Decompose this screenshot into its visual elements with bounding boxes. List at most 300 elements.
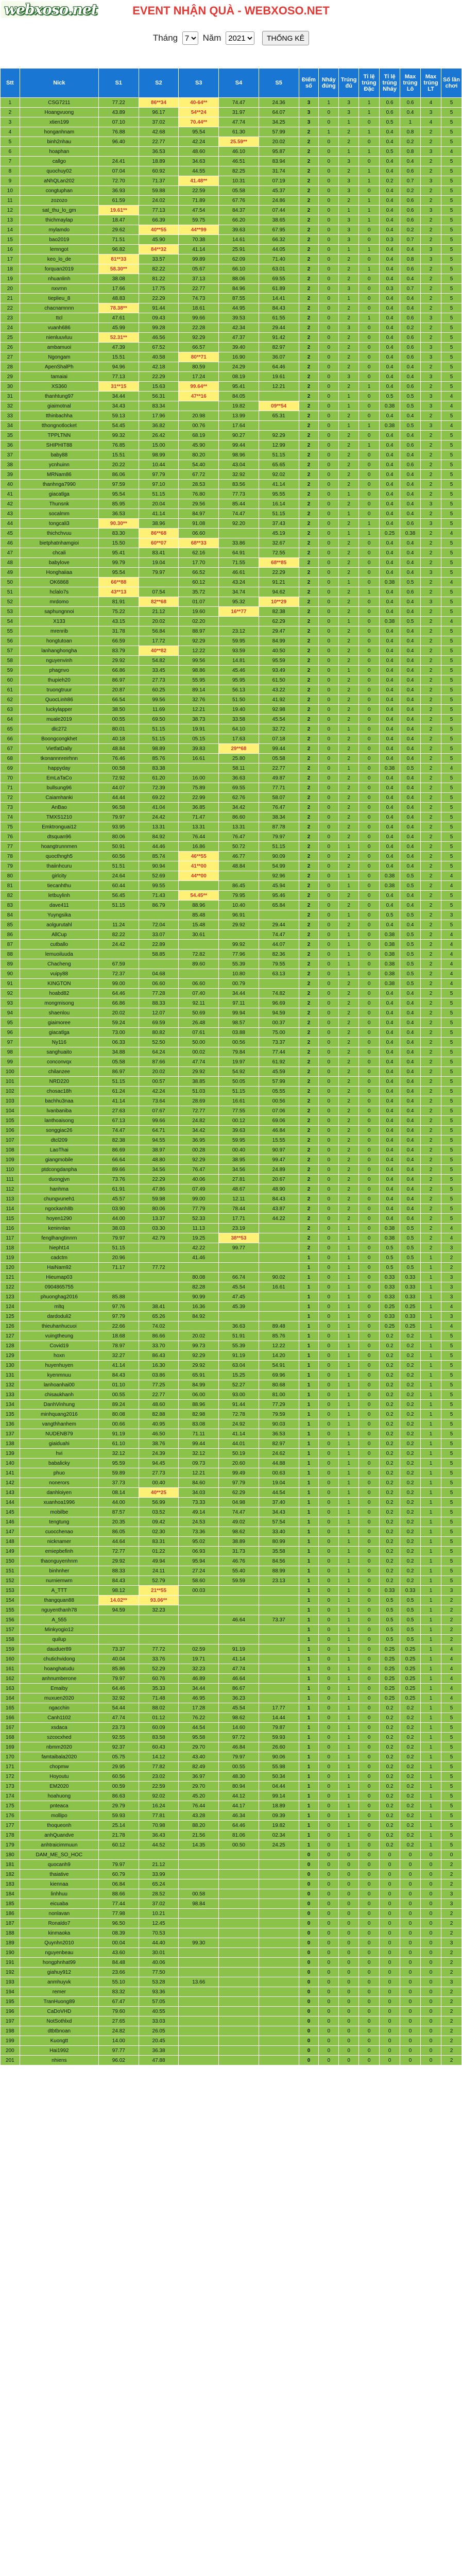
- player-nick[interactable]: baby88: [20, 450, 98, 460]
- player-nick[interactable]: chacnamnnn: [20, 303, 98, 313]
- score-cell: 2: [299, 881, 319, 891]
- guess-cell: 72.37: [98, 969, 139, 979]
- stat-cell: 0: [319, 411, 339, 421]
- player-nick[interactable]: danhloiyen: [20, 1488, 98, 1498]
- score-cell: 2: [299, 832, 319, 842]
- player-nick[interactable]: hvi: [20, 1449, 98, 1459]
- player-nick[interactable]: chisaukhanh: [20, 1390, 98, 1400]
- guess-cell: [259, 1586, 299, 1596]
- stat-cell: 0: [359, 1821, 380, 1831]
- guess-cell: 34.44: [219, 989, 259, 998]
- player-nick[interactable]: mrdomo: [20, 597, 98, 607]
- player-nick[interactable]: Quynhn2010: [20, 1938, 98, 1948]
- player-nick[interactable]: xuanhoa1996: [20, 1498, 98, 1507]
- player-nick[interactable]: zozozo: [20, 196, 98, 206]
- player-nick[interactable]: phagnvo: [20, 666, 98, 675]
- player-nick[interactable]: Hieumap03: [20, 1273, 98, 1282]
- player-nick[interactable]: vuipy88: [20, 969, 98, 979]
- player-nick[interactable]: thaonguyenhnm: [20, 1556, 98, 1566]
- player-nick[interactable]: mrenrib: [20, 626, 98, 636]
- guess-cell: 92.02: [139, 1791, 179, 1801]
- player-nick[interactable]: nonlavan: [20, 1909, 98, 1919]
- guess-cell: 50.91: [98, 842, 139, 852]
- stat-cell: 0: [359, 1194, 380, 1204]
- player-nick[interactable]: NRD220: [20, 1077, 98, 1087]
- player-nick[interactable]: dtsquan96: [20, 832, 98, 842]
- table-row: [1, 1801, 462, 1811]
- guess-cell: 00.56: [259, 1096, 299, 1106]
- column-header: S1: [98, 69, 139, 98]
- player-nick[interactable]: chcali: [20, 548, 98, 558]
- player-nick[interactable]: giaiduahi: [20, 1439, 98, 1449]
- player-nick[interactable]: dtbtbnoan: [20, 2026, 98, 2036]
- player-nick[interactable]: chutichvidong: [20, 1654, 98, 1664]
- stat-cell: 0: [319, 1762, 339, 1772]
- player-nick[interactable]: hoabd82: [20, 989, 98, 998]
- stat-cell: 0: [359, 2056, 380, 2065]
- player-nick[interactable]: 0904865755: [20, 1282, 98, 1292]
- stat-cell: 0: [400, 2036, 421, 2046]
- player-nick[interactable]: giaimoree: [20, 1018, 98, 1028]
- player-nick[interactable]: NotSothlxd: [20, 2016, 98, 2026]
- player-nick[interactable]: TMXS1210: [20, 812, 98, 822]
- player-nick[interactable]: hoahuong: [20, 1791, 98, 1801]
- player-nick[interactable]: kiennaa: [20, 1879, 98, 1889]
- stat-cell: 0: [380, 1938, 400, 1948]
- row-index: 79: [1, 861, 20, 871]
- player-nick[interactable]: tamaiai: [20, 372, 98, 382]
- stat-cell: 1: [339, 1459, 359, 1468]
- player-nick[interactable]: thichchvuu: [20, 529, 98, 538]
- guess-cell: 80.68: [259, 1380, 299, 1390]
- player-nick[interactable]: X133: [20, 617, 98, 626]
- row-index: 163: [1, 1684, 20, 1693]
- player-nick[interactable]: Hoyoutu: [20, 1772, 98, 1782]
- player-nick[interactable]: thieuhanhucuoi: [20, 1321, 98, 1331]
- player-nick[interactable]: Minkyogio12: [20, 1625, 98, 1635]
- player-nick[interactable]: famtaibala2020: [20, 1752, 98, 1762]
- guess-cell: 44.88: [259, 1459, 299, 1468]
- player-nick[interactable]: hanhma: [20, 1184, 98, 1194]
- player-nick[interactable]: fenglhangtinnrn: [20, 1233, 98, 1243]
- player-nick[interactable]: TranHuong89: [20, 1997, 98, 2007]
- player-nick[interactable]: Ronaldo7: [20, 1919, 98, 1928]
- player-nick[interactable]: OK6868: [20, 578, 98, 587]
- player-nick[interactable]: thoqueonh: [20, 1821, 98, 1831]
- stat-cell: 5: [441, 587, 462, 597]
- table-row: [1, 1449, 462, 1459]
- player-nick[interactable]: xtien199: [20, 117, 98, 127]
- player-nick[interactable]: thanhtung97: [20, 392, 98, 401]
- player-nick[interactable]: bao2019: [20, 235, 98, 245]
- player-nick[interactable]: ngacchin: [20, 1703, 98, 1713]
- player-nick[interactable]: lemngot: [20, 245, 98, 255]
- row-index: 9: [1, 176, 20, 186]
- player-nick[interactable]: babylove: [20, 558, 98, 568]
- guess-cell: 32.12: [98, 1449, 139, 1459]
- player-nick[interactable]: phuonghag2016: [20, 1292, 98, 1302]
- guess-cell: 75.00: [259, 1028, 299, 1038]
- guess-cell: 59.93: [98, 1811, 139, 1821]
- player-nick[interactable]: VietfatDally: [20, 744, 98, 754]
- score-cell: 2: [299, 1067, 319, 1077]
- player-nick[interactable]: thaiinhcuru: [20, 861, 98, 871]
- guess-cell: [219, 1909, 259, 1919]
- stat-cell: 0: [359, 1919, 380, 1928]
- player-nick[interactable]: aolgurutahl: [20, 920, 98, 930]
- player-nick[interactable]: tkonannnreirhnn: [20, 754, 98, 764]
- stat-cell: 0: [359, 1684, 380, 1693]
- player-nick[interactable]: Yuyngsika: [20, 910, 98, 920]
- player-nick[interactable]: hoangtrunnmen: [20, 842, 98, 852]
- stat-cell: 0: [319, 617, 339, 626]
- stat-cell: 0.4: [380, 558, 400, 568]
- guess-cell: 39.40: [219, 343, 259, 352]
- stat-cell: 5: [441, 1018, 462, 1028]
- player-nick[interactable]: hongtutoan: [20, 636, 98, 646]
- player-nick[interactable]: A_555: [20, 1615, 98, 1625]
- player-nick[interactable]: tieplieu_8: [20, 294, 98, 303]
- player-nick[interactable]: nguyenbeau: [20, 1948, 98, 1958]
- player-nick[interactable]: thaiative: [20, 1870, 98, 1879]
- stat-cell: 0.5: [400, 401, 421, 411]
- player-nick[interactable]: SHIPHIT88: [20, 440, 98, 450]
- player-nick[interactable]: DanhVinhung: [20, 1400, 98, 1410]
- player-nick[interactable]: pnteaca: [20, 1801, 98, 1811]
- row-index: 58: [1, 656, 20, 666]
- player-nick[interactable]: hclalo7s: [20, 587, 98, 597]
- player-nick[interactable]: conconvqx: [20, 1057, 98, 1067]
- guess-cell: [259, 1243, 299, 1253]
- player-nick[interactable]: dtcl209: [20, 1136, 98, 1145]
- player-nick[interactable]: EmLaTaCo: [20, 773, 98, 783]
- player-nick[interactable]: nonerors: [20, 1478, 98, 1488]
- player-nick[interactable]: lvanbaniba: [20, 1106, 98, 1116]
- player-nick[interactable]: vuanh686: [20, 323, 98, 333]
- player-nick[interactable]: KINGTON: [20, 979, 98, 989]
- player-nick[interactable]: HaiNam92: [20, 1263, 98, 1273]
- player-nick[interactable]: bachhu3naa: [20, 1096, 98, 1106]
- player-nick[interactable]: MRNam86: [20, 470, 98, 480]
- player-nick[interactable]: CaDoVHD: [20, 2007, 98, 2016]
- stat-cell: 0: [359, 1733, 380, 1742]
- guess-cell: 26.48: [179, 1018, 219, 1028]
- player-nick[interactable]: EM2020: [20, 1782, 98, 1791]
- player-nick[interactable]: bullsung96: [20, 783, 98, 793]
- score-cell: 1: [299, 1811, 319, 1821]
- player-nick[interactable]: nhiens: [20, 2056, 98, 2065]
- player-nick[interactable]: Caiamhanki: [20, 793, 98, 803]
- table-row: [1, 1204, 462, 1214]
- player-nick[interactable]: dardoduli2: [20, 1312, 98, 1321]
- player-nick[interactable]: binhnher: [20, 1566, 98, 1576]
- player-nick[interactable]: Chacheng: [20, 959, 98, 969]
- stat-cell: 2: [421, 578, 441, 587]
- column-header: Số lần chơi: [441, 69, 462, 98]
- player-nick[interactable]: Honghaiiaa: [20, 568, 98, 578]
- stat-cell: 2: [421, 1028, 441, 1038]
- guess-cell: 24.42: [98, 940, 139, 950]
- player-nick[interactable]: quocanh9: [20, 1860, 98, 1870]
- player-nick[interactable]: DAM_ME_SO_HOC: [20, 1850, 98, 1860]
- score-cell: 1: [299, 1791, 319, 1801]
- player-nick[interactable]: letbuylinh: [20, 891, 98, 901]
- stat-cell: 0: [359, 1870, 380, 1879]
- guess-cell: [259, 1987, 299, 1997]
- player-nick[interactable]: thupieh20: [20, 675, 98, 685]
- guess-cell: [219, 1263, 259, 1273]
- guess-cell: 53.28: [139, 1977, 179, 1987]
- player-nick[interactable]: anhnumberone: [20, 1674, 98, 1684]
- player-nick[interactable]: nhuanlinh: [20, 274, 98, 284]
- player-nick[interactable]: Boongcongkhet: [20, 734, 98, 744]
- player-nick[interactable]: giaimotnal: [20, 401, 98, 411]
- stat-cell: 0: [319, 1282, 339, 1292]
- row-index: 7: [1, 157, 20, 166]
- player-nick[interactable]: linhhuu: [20, 1889, 98, 1899]
- player-nick[interactable]: dauduer89: [20, 1645, 98, 1654]
- stat-cell: 0.2: [400, 1527, 421, 1537]
- guess-cell: 50.05: [219, 1077, 259, 1087]
- stat-cell: 0: [359, 1801, 380, 1811]
- guess-cell: 59.88: [139, 186, 179, 196]
- player-nick[interactable]: NUDENB79: [20, 1429, 98, 1439]
- player-nick[interactable]: LaoThai: [20, 1145, 98, 1155]
- player-nick[interactable]: remer: [20, 1987, 98, 1997]
- player-nick[interactable]: lanhoanhai00: [20, 1380, 98, 1390]
- player-nick[interactable]: forquan2019: [20, 264, 98, 274]
- player-nick[interactable]: lanthoaisong: [20, 1116, 98, 1126]
- player-nick[interactable]: muxuen2020: [20, 1693, 98, 1703]
- guess-cell: 38.03: [98, 1224, 139, 1233]
- player-nick[interactable]: tengtung: [20, 1517, 98, 1527]
- player-nick[interactable]: quocthngh5: [20, 852, 98, 861]
- player-nick[interactable]: nguyenvinh: [20, 656, 98, 666]
- player-nick[interactable]: tiecanhthu: [20, 881, 98, 891]
- player-nick[interactable]: quochuy02: [20, 166, 98, 176]
- guess-cell: 40.95: [139, 1419, 179, 1429]
- player-nick[interactable]: cadctm: [20, 1253, 98, 1263]
- score-cell: 1: [299, 1674, 319, 1684]
- player-nick[interactable]: hiepht14: [20, 1243, 98, 1253]
- guess-cell: 86.63: [98, 1791, 139, 1801]
- stat-cell: 1: [421, 1605, 441, 1615]
- player-nick[interactable]: chopmw: [20, 1762, 98, 1772]
- player-nick[interactable]: emiepbefinh: [20, 1547, 98, 1556]
- player-nick[interactable]: congtuphan: [20, 186, 98, 196]
- player-nick[interactable]: thanhnga7990: [20, 480, 98, 489]
- site-logo[interactable]: webxoso.net: [1, 1, 100, 18]
- stat-cell: 0: [319, 969, 339, 979]
- player-nick[interactable]: Emktronguai12: [20, 822, 98, 832]
- player-nick[interactable]: girlcity: [20, 871, 98, 881]
- player-nick[interactable]: mltq: [20, 1302, 98, 1312]
- player-nick[interactable]: Hoangvuong: [20, 108, 98, 117]
- guess-cell: 67.59: [98, 959, 139, 969]
- player-nick[interactable]: Ngongam: [20, 352, 98, 362]
- stat-cell: 0.4: [400, 411, 421, 421]
- player-nick[interactable]: thichmaylap: [20, 215, 98, 225]
- guess-cell: 48.84: [98, 744, 139, 754]
- player-nick[interactable]: A_TTT: [20, 1586, 98, 1596]
- stat-cell: 2: [421, 303, 441, 313]
- player-nick[interactable]: vangthhanhem: [20, 1419, 98, 1429]
- stat-cell: 5: [441, 372, 462, 382]
- stat-cell: 4: [441, 392, 462, 401]
- player-nick[interactable]: ttcl: [20, 313, 98, 323]
- player-nick[interactable]: Emaiby: [20, 1684, 98, 1693]
- stat-cell: 2: [441, 1253, 462, 1263]
- player-nick[interactable]: binh2nhau: [20, 137, 98, 147]
- player-nick[interactable]: lanhanghongha: [20, 646, 98, 656]
- player-nick[interactable]: kyenmnuu: [20, 1370, 98, 1380]
- player-nick[interactable]: anhQuandve: [20, 1831, 98, 1840]
- player-nick[interactable]: hoxn: [20, 1351, 98, 1361]
- player-nick[interactable]: keninnlan: [20, 1224, 98, 1233]
- stat-cell: 2: [421, 734, 441, 744]
- player-nick[interactable]: hoyen1290: [20, 1214, 98, 1224]
- player-nick[interactable]: szcocxhed: [20, 1733, 98, 1742]
- guess-cell: 22.77: [139, 137, 179, 147]
- score-cell: 0: [299, 1987, 319, 1997]
- stats-submit-button[interactable]: THỐNG KÊ: [262, 31, 309, 45]
- player-nick[interactable]: songgiac26: [20, 1126, 98, 1136]
- player-nick[interactable]: callgo: [20, 157, 98, 166]
- stat-cell: 0: [319, 392, 339, 401]
- stat-cell: 0: [319, 1693, 339, 1703]
- stat-cell: 0.2: [400, 1341, 421, 1351]
- player-nick[interactable]: tthinbachha: [20, 411, 98, 421]
- player-nick[interactable]: happyday: [20, 764, 98, 773]
- player-nick[interactable]: minhquang2016: [20, 1410, 98, 1419]
- player-nick[interactable]: lemuoiluuda: [20, 950, 98, 959]
- player-nick[interactable]: mongmisong: [20, 998, 98, 1008]
- score-cell: 2: [299, 343, 319, 352]
- stat-cell: 0: [359, 1556, 380, 1566]
- player-nick[interactable]: duongjvn: [20, 1175, 98, 1184]
- guess-cell: 94.59: [98, 1605, 139, 1615]
- player-nick[interactable]: dave411: [20, 901, 98, 910]
- player-nick[interactable]: sat_thu_lo_gm: [20, 206, 98, 215]
- player-nick[interactable]: babalicky: [20, 1459, 98, 1468]
- score-cell: 1: [299, 1645, 319, 1654]
- player-nick[interactable]: xsdaca: [20, 1723, 98, 1733]
- player-nick[interactable]: truongtruur: [20, 685, 98, 695]
- player-nick[interactable]: bietphatnhamgioi: [20, 538, 98, 548]
- player-nick[interactable]: eicuaba: [20, 1899, 98, 1909]
- player-nick[interactable]: XS360: [20, 382, 98, 392]
- stat-cell: 0: [359, 1057, 380, 1067]
- player-nick[interactable]: nicknamer: [20, 1537, 98, 1547]
- player-nick[interactable]: mollipo: [20, 1811, 98, 1821]
- player-nick[interactable]: nxvrnn: [20, 284, 98, 294]
- player-nick[interactable]: Kuongtt: [20, 2036, 98, 2046]
- player-nick[interactable]: chungvuneh1: [20, 1194, 98, 1204]
- player-nick[interactable]: ngockanh8b: [20, 1204, 98, 1214]
- player-nick[interactable]: giacatlga: [20, 489, 98, 499]
- player-nick[interactable]: socalmm: [20, 509, 98, 519]
- player-nick[interactable]: shaenlou: [20, 1008, 98, 1018]
- guess-cell: 41**00: [179, 861, 219, 871]
- player-nick[interactable]: ambamuoi: [20, 343, 98, 352]
- player-nick[interactable]: quilup: [20, 1635, 98, 1645]
- player-nick[interactable]: cuocchenao: [20, 1527, 98, 1537]
- guess-cell: 32.72: [259, 724, 299, 734]
- player-nick[interactable]: AnBao: [20, 803, 98, 812]
- player-nick[interactable]: QuocLinh86: [20, 695, 98, 705]
- player-nick[interactable]: keo_lo_de: [20, 255, 98, 264]
- player-nick[interactable]: giahuy912: [20, 1968, 98, 1977]
- player-nick[interactable]: kinmaoka: [20, 1928, 98, 1938]
- stat-cell: 0.4: [400, 372, 421, 382]
- player-nick[interactable]: cutballo: [20, 940, 98, 950]
- player-nick[interactable]: nienluuvluu: [20, 333, 98, 343]
- player-nick[interactable]: tongcali3: [20, 519, 98, 529]
- player-nick[interactable]: anmhuyvk: [20, 1977, 98, 1987]
- player-nick[interactable]: nbmm2020: [20, 1742, 98, 1752]
- player-nick[interactable]: phuo: [20, 1468, 98, 1478]
- player-nick[interactable]: nguyenthanh78: [20, 1605, 98, 1615]
- player-nick[interactable]: sanghuaito: [20, 1047, 98, 1057]
- player-nick[interactable]: Covid19: [20, 1341, 98, 1351]
- year-select[interactable]: [226, 31, 254, 45]
- guess-cell: 54.92: [219, 1067, 259, 1077]
- player-nick[interactable]: luckylapper: [20, 705, 98, 715]
- player-nick[interactable]: dlc272: [20, 724, 98, 734]
- stat-cell: 0: [319, 1126, 339, 1136]
- player-nick[interactable]: Thunsnk: [20, 499, 98, 509]
- player-nick[interactable]: hongphnhat99: [20, 1958, 98, 1968]
- player-nick[interactable]: aNhQLan202: [20, 176, 98, 186]
- player-nick[interactable]: muale2019: [20, 715, 98, 724]
- stat-cell: 0: [319, 1331, 339, 1341]
- player-nick[interactable]: ApenShalPh: [20, 362, 98, 372]
- player-nick[interactable]: giacatlga: [20, 1028, 98, 1038]
- player-nick[interactable]: mylamdo: [20, 225, 98, 235]
- player-nick[interactable]: AllCup: [20, 930, 98, 940]
- player-nick[interactable]: vuingtheung: [20, 1331, 98, 1341]
- player-nick[interactable]: giangmobile: [20, 1155, 98, 1165]
- player-nick[interactable]: tthongnotlocket: [20, 421, 98, 431]
- player-nick[interactable]: huyenhuyen: [20, 1361, 98, 1370]
- guess-cell: 66.32: [259, 235, 299, 245]
- player-nick[interactable]: hoanghatudu: [20, 1664, 98, 1674]
- stat-cell: 0.4: [380, 225, 400, 235]
- guess-cell: 35.58: [259, 1547, 299, 1556]
- player-nick[interactable]: Hai1992: [20, 2046, 98, 2056]
- player-nick[interactable]: Ny116: [20, 1038, 98, 1047]
- player-nick[interactable]: hoaphan: [20, 147, 98, 157]
- guess-cell: 06.33: [98, 1038, 139, 1047]
- player-nick[interactable]: thangquan88: [20, 1596, 98, 1605]
- player-nick[interactable]: ycnhuinn: [20, 460, 98, 470]
- player-nick[interactable]: TPPLTNN: [20, 431, 98, 440]
- player-nick[interactable]: CSG7211: [20, 98, 98, 108]
- player-nick[interactable]: honganhnam: [20, 127, 98, 137]
- player-nick[interactable]: chosac18h: [20, 1087, 98, 1096]
- month-select[interactable]: [182, 31, 198, 45]
- guess-cell: 36.43: [139, 1831, 179, 1840]
- guess-cell: 20.02: [98, 1008, 139, 1018]
- player-nick[interactable]: saphungnnoi: [20, 607, 98, 617]
- guess-cell: 66.39: [139, 215, 179, 225]
- player-nick[interactable]: chilanzee: [20, 1067, 98, 1077]
- player-nick[interactable]: ptdcongdanpha: [20, 1165, 98, 1175]
- player-nick[interactable]: Canh1102: [20, 1713, 98, 1723]
- player-nick[interactable]: mobilbe: [20, 1507, 98, 1517]
- player-nick[interactable]: anhtraicimmuun: [20, 1840, 98, 1850]
- player-nick[interactable]: nurniemwm: [20, 1576, 98, 1586]
